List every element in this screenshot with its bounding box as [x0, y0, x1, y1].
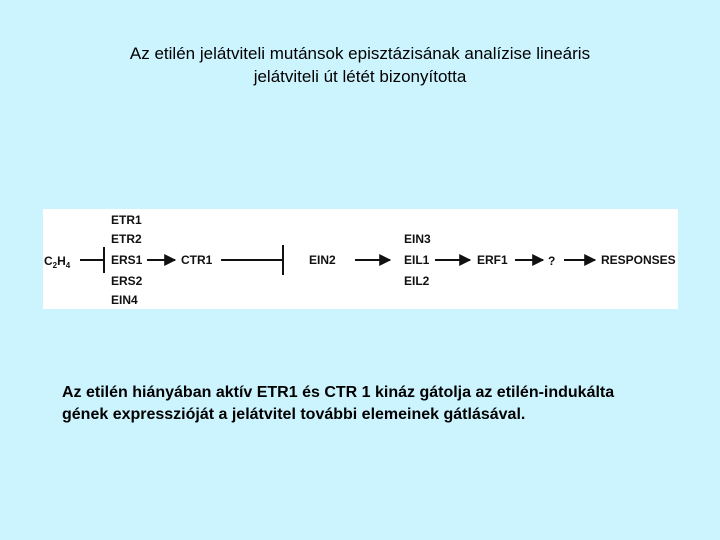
- ethylene-label: $C_2H_4$: [44, 254, 71, 270]
- caption-line-1: Az etilén hiányában aktív ETR1 és CTR 1 kináz gátolja az etilén-indukálta: [62, 384, 615, 401]
- pathway-diagram: [43, 209, 678, 309]
- erf1-label: ERF1: [477, 253, 508, 267]
- ctr1-label: CTR1: [181, 253, 213, 267]
- receptor-ein4: EIN4: [111, 293, 138, 307]
- title-line-2: jelátviteli út létét bizonyította: [253, 67, 467, 86]
- receptor-ers1: ERS1: [111, 253, 143, 267]
- unknown-label: ?: [548, 254, 556, 268]
- eil2-label: EIL2: [404, 274, 430, 288]
- receptor-ers2: ERS2: [111, 274, 143, 288]
- title-line-1: Az etilén jelátviteli mutánsok episztázisának analízise lineáris: [129, 44, 591, 63]
- receptor-etr2: ETR2: [111, 232, 142, 246]
- eil1-label: EIL1: [404, 253, 430, 267]
- ein2-label: EIN2: [309, 253, 336, 267]
- responses-label: RESPONSES: [601, 253, 676, 267]
- slide-title: [40, 42, 680, 88]
- caption-line-2: gének expresszióját a jelátvitel további elemeinek gátlásával.: [62, 406, 526, 423]
- receptor-etr1: ETR1: [111, 213, 142, 227]
- pathway-svg: [43, 209, 678, 309]
- ein3-label: EIN3: [404, 232, 431, 246]
- caption: [62, 382, 692, 426]
